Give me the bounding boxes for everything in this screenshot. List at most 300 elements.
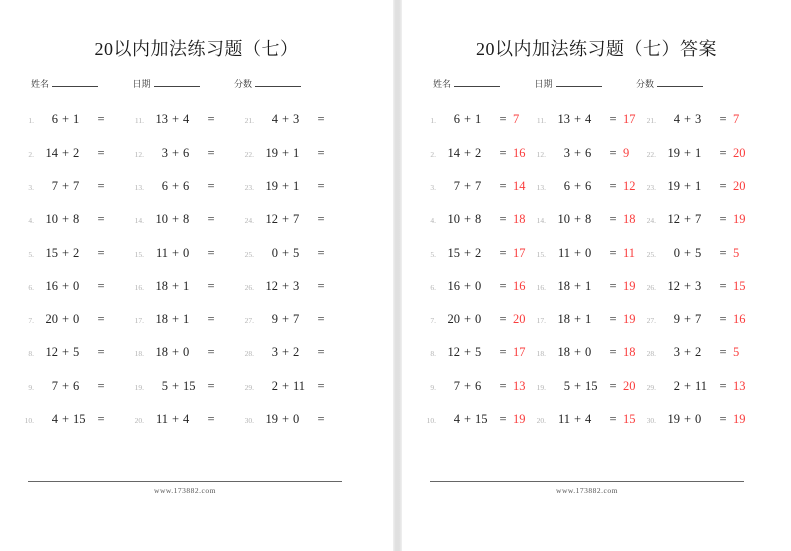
problem-row	[422, 213, 532, 226]
operand-b: 0	[73, 278, 80, 293]
operand-b: 2	[475, 145, 482, 160]
problem-row	[130, 147, 240, 160]
operand-b: 15	[585, 378, 598, 393]
problem-row	[240, 180, 350, 193]
equals-sign: =	[207, 278, 215, 293]
equals-sign: =	[207, 112, 215, 127]
date-label: 日期	[534, 79, 553, 89]
problem-row	[240, 213, 350, 226]
operand-b: 2	[73, 145, 80, 160]
equals-sign: =	[317, 412, 325, 427]
operand-b: 5	[475, 345, 482, 360]
operand-b: 3	[293, 278, 300, 293]
operand-b: 11	[695, 378, 708, 393]
answer-value: 5	[733, 245, 740, 260]
operand-b: 2	[293, 345, 300, 360]
plus-sign: +	[171, 245, 180, 260]
plus-sign: +	[61, 345, 70, 360]
plus-sign: +	[281, 312, 290, 327]
equals-sign: =	[207, 312, 215, 327]
operand-b: 7	[695, 212, 702, 227]
operand-a: 15	[447, 245, 460, 260]
problem-number: 5.	[430, 249, 436, 259]
equals-sign: =	[499, 245, 507, 260]
problem-row	[532, 413, 642, 426]
header-fields	[433, 77, 703, 90]
problem-number: 18.	[536, 349, 546, 359]
equals-sign: =	[97, 112, 105, 127]
plus-sign: +	[61, 412, 70, 427]
problem-number: 11.	[134, 116, 144, 126]
equals-sign: =	[499, 378, 507, 393]
problem-number: 4.	[28, 216, 34, 226]
operand-b: 4	[585, 412, 592, 427]
operand-b: 7	[293, 212, 300, 227]
date-underline	[556, 78, 602, 87]
plus-sign: +	[171, 278, 180, 293]
answer-value: 12	[623, 178, 636, 193]
operand-a: 9	[271, 312, 278, 327]
problem-row	[642, 313, 752, 326]
operand-a: 11	[155, 245, 168, 260]
plus-sign: +	[463, 378, 472, 393]
operand-a: 10	[45, 212, 58, 227]
operand-a: 16	[447, 278, 460, 293]
plus-sign: +	[683, 112, 692, 127]
problem-row	[130, 313, 240, 326]
plus-sign: +	[573, 378, 582, 393]
equals-sign: =	[719, 412, 727, 427]
operand-a: 19	[667, 145, 680, 160]
equals-sign: =	[97, 278, 105, 293]
operand-b: 1	[183, 312, 190, 327]
problem-row	[532, 247, 642, 260]
problem-number: 13.	[536, 182, 546, 192]
date-field	[132, 77, 199, 90]
plus-sign: +	[463, 178, 472, 193]
operand-a: 18	[155, 278, 168, 293]
problem-row	[532, 280, 642, 293]
equals-sign: =	[719, 312, 727, 327]
operand-a: 3	[673, 345, 680, 360]
plus-sign: +	[61, 145, 70, 160]
answer-value: 20	[733, 178, 746, 193]
operand-b: 0	[475, 312, 482, 327]
score-field	[636, 77, 703, 90]
plus-sign: +	[463, 112, 472, 127]
problem-row	[532, 113, 642, 126]
problem-number: 9.	[430, 382, 436, 392]
operand-b: 0	[183, 345, 190, 360]
plus-sign: +	[61, 245, 70, 260]
answer-value: 20	[513, 312, 526, 327]
operand-b: 6	[585, 145, 592, 160]
date-label: 日期	[132, 79, 151, 89]
problem-row	[130, 180, 240, 193]
problem-number: 21.	[244, 116, 254, 126]
operand-a: 4	[271, 112, 278, 127]
date-underline	[154, 78, 200, 87]
plus-sign: +	[463, 212, 472, 227]
operand-a: 19	[265, 178, 278, 193]
answer-value: 5	[733, 345, 740, 360]
answer-value: 7	[513, 112, 520, 127]
equals-sign: =	[499, 278, 507, 293]
operand-b: 3	[293, 112, 300, 127]
operand-a: 11	[557, 412, 570, 427]
problem-number: 23.	[244, 182, 254, 192]
operand-a: 6	[51, 112, 58, 127]
problem-row	[422, 113, 532, 126]
problem-number: 27.	[244, 316, 254, 326]
problem-row	[240, 380, 350, 393]
plus-sign: +	[171, 345, 180, 360]
operand-b: 0	[585, 245, 592, 260]
operand-a: 12	[447, 345, 460, 360]
operand-a: 9	[673, 312, 680, 327]
problem-row	[20, 313, 130, 326]
operand-a: 4	[673, 112, 680, 127]
plus-sign: +	[281, 378, 290, 393]
problem-number: 29.	[646, 382, 656, 392]
operand-b: 0	[695, 412, 702, 427]
problem-row	[130, 413, 240, 426]
answers-grid	[422, 103, 791, 436]
problem-number: 13.	[134, 182, 144, 192]
operand-b: 7	[695, 312, 702, 327]
problem-row	[20, 346, 130, 359]
equals-sign: =	[97, 412, 105, 427]
answer-value: 17	[513, 245, 526, 260]
plus-sign: +	[573, 245, 582, 260]
answer-value: 15	[623, 412, 636, 427]
plus-sign: +	[281, 178, 290, 193]
answer-value: 17	[623, 112, 636, 127]
problem-number: 8.	[430, 349, 436, 359]
date-field	[534, 77, 601, 90]
operand-a: 2	[673, 378, 680, 393]
operand-b: 0	[475, 278, 482, 293]
equals-sign: =	[317, 378, 325, 393]
operand-b: 5	[293, 245, 300, 260]
equals-sign: =	[609, 245, 617, 260]
equals-sign: =	[499, 312, 507, 327]
plus-sign: +	[61, 278, 70, 293]
operand-a: 0	[673, 245, 680, 260]
footer-url: www.173882.com	[154, 486, 216, 495]
equals-sign: =	[719, 145, 727, 160]
plus-sign: +	[573, 145, 582, 160]
operand-b: 5	[695, 245, 702, 260]
plus-sign: +	[171, 412, 180, 427]
problem-row	[130, 280, 240, 293]
equals-sign: =	[719, 378, 727, 393]
problem-row	[20, 113, 130, 126]
operand-b: 1	[73, 112, 80, 127]
problem-row	[532, 147, 642, 160]
page-footer	[28, 481, 342, 495]
problem-number: 26.	[646, 282, 656, 292]
plus-sign: +	[683, 278, 692, 293]
problem-row	[642, 280, 752, 293]
problem-number: 9.	[28, 382, 34, 392]
answer-value: 11	[623, 245, 636, 260]
problem-number: 1.	[430, 116, 436, 126]
problem-row	[532, 380, 642, 393]
equals-sign: =	[97, 345, 105, 360]
equals-sign: =	[719, 345, 727, 360]
plus-sign: +	[171, 112, 180, 127]
problem-number: 3.	[28, 182, 34, 192]
problem-number: 7.	[28, 316, 34, 326]
problem-number: 22.	[244, 149, 254, 159]
equals-sign: =	[609, 278, 617, 293]
operand-b: 0	[585, 345, 592, 360]
problem-row	[240, 280, 350, 293]
equals-sign: =	[317, 145, 325, 160]
problem-row	[130, 213, 240, 226]
problem-row	[422, 147, 532, 160]
operand-a: 13	[155, 112, 168, 127]
operand-b: 1	[585, 312, 592, 327]
problems-grid	[20, 103, 393, 436]
equals-sign: =	[609, 312, 617, 327]
problem-number: 27.	[646, 316, 656, 326]
operand-b: 1	[475, 112, 482, 127]
problem-row	[642, 213, 752, 226]
equals-sign: =	[97, 378, 105, 393]
plus-sign: +	[171, 312, 180, 327]
problem-number: 2.	[430, 149, 436, 159]
operand-a: 10	[447, 212, 460, 227]
answer-value: 18	[513, 212, 526, 227]
problem-row	[240, 346, 350, 359]
problem-number: 28.	[244, 349, 254, 359]
problem-row	[20, 147, 130, 160]
operand-a: 16	[45, 278, 58, 293]
plus-sign: +	[573, 178, 582, 193]
operand-b: 3	[695, 112, 702, 127]
equals-sign: =	[609, 178, 617, 193]
plus-sign: +	[61, 178, 70, 193]
plus-sign: +	[281, 412, 290, 427]
operand-a: 10	[155, 212, 168, 227]
equals-sign: =	[609, 345, 617, 360]
operand-b: 2	[73, 245, 80, 260]
plus-sign: +	[463, 412, 472, 427]
answer-value: 7	[733, 112, 740, 127]
footer-divider	[430, 481, 744, 482]
problem-row	[422, 180, 532, 193]
operand-a: 10	[557, 212, 570, 227]
operand-a: 7	[453, 178, 460, 193]
equals-sign: =	[499, 212, 507, 227]
name-field	[31, 77, 98, 90]
problem-row	[532, 313, 642, 326]
score-underline	[657, 78, 703, 87]
equals-sign: =	[207, 212, 215, 227]
plus-sign: +	[281, 212, 290, 227]
name-label: 姓名	[31, 79, 50, 89]
problem-number: 6.	[28, 282, 34, 292]
problem-number: 30.	[646, 416, 656, 426]
equals-sign: =	[317, 278, 325, 293]
plus-sign: +	[61, 212, 70, 227]
problem-row	[20, 413, 130, 426]
problem-number: 17.	[536, 316, 546, 326]
operand-a: 18	[557, 278, 570, 293]
operand-a: 19	[265, 145, 278, 160]
page-gutter	[393, 0, 402, 551]
plus-sign: +	[61, 312, 70, 327]
equals-sign: =	[317, 312, 325, 327]
operand-a: 20	[447, 312, 460, 327]
operand-a: 5	[563, 378, 570, 393]
answer-page-title: 20以内加法练习题（七）答案	[476, 39, 717, 59]
operand-b: 6	[585, 178, 592, 193]
problem-number: 24.	[244, 216, 254, 226]
plus-sign: +	[171, 145, 180, 160]
equals-sign: =	[207, 378, 215, 393]
problem-number: 11.	[536, 116, 546, 126]
operand-b: 1	[585, 278, 592, 293]
problem-row	[642, 413, 752, 426]
header-fields	[31, 77, 301, 90]
problem-number: 29.	[244, 382, 254, 392]
answer-value: 20	[623, 378, 636, 393]
plus-sign: +	[463, 145, 472, 160]
footer-divider	[28, 481, 342, 482]
equals-sign: =	[499, 112, 507, 127]
problem-number: 8.	[28, 349, 34, 359]
problem-row	[422, 247, 532, 260]
operand-a: 18	[557, 345, 570, 360]
problem-row	[240, 313, 350, 326]
operand-b: 15	[475, 412, 488, 427]
operand-a: 3	[161, 145, 168, 160]
operand-a: 19	[265, 412, 278, 427]
problem-number: 30.	[244, 416, 254, 426]
problem-number: 10.	[24, 416, 34, 426]
plus-sign: +	[463, 278, 472, 293]
operand-a: 2	[271, 378, 278, 393]
operand-a: 3	[271, 345, 278, 360]
problem-number: 18.	[134, 349, 144, 359]
plus-sign: +	[573, 412, 582, 427]
plus-sign: +	[683, 378, 692, 393]
footer-url: www.173882.com	[556, 486, 618, 495]
equals-sign: =	[97, 178, 105, 193]
problem-number: 19.	[536, 382, 546, 392]
answer-value: 15	[733, 278, 746, 293]
equals-sign: =	[207, 245, 215, 260]
answer-value: 19	[733, 412, 746, 427]
operand-b: 7	[73, 178, 80, 193]
equals-sign: =	[499, 412, 507, 427]
problem-number: 12.	[134, 149, 144, 159]
problem-row	[20, 213, 130, 226]
problem-number: 15.	[134, 249, 144, 259]
plus-sign: +	[573, 278, 582, 293]
problem-number: 2.	[28, 149, 34, 159]
equals-sign: =	[609, 212, 617, 227]
problem-number: 1.	[28, 116, 34, 126]
operand-b: 1	[695, 145, 702, 160]
plus-sign: +	[683, 212, 692, 227]
equals-sign: =	[609, 112, 617, 127]
operand-b: 2	[475, 245, 482, 260]
operand-b: 8	[585, 212, 592, 227]
plus-sign: +	[171, 178, 180, 193]
operand-b: 0	[73, 312, 80, 327]
equals-sign: =	[609, 412, 617, 427]
problem-row	[130, 113, 240, 126]
plus-sign: +	[683, 145, 692, 160]
plus-sign: +	[463, 345, 472, 360]
operand-b: 1	[293, 178, 300, 193]
problem-number: 26.	[244, 282, 254, 292]
plus-sign: +	[683, 178, 692, 193]
operand-b: 1	[183, 278, 190, 293]
plus-sign: +	[281, 112, 290, 127]
operand-b: 1	[293, 145, 300, 160]
problem-row	[130, 346, 240, 359]
operand-b: 0	[293, 412, 300, 427]
problem-number: 23.	[646, 182, 656, 192]
plus-sign: +	[281, 245, 290, 260]
operand-b: 15	[183, 378, 196, 393]
answer-value: 19	[623, 312, 636, 327]
problem-row	[422, 413, 532, 426]
problem-row	[130, 247, 240, 260]
equals-sign: =	[499, 345, 507, 360]
operand-a: 19	[667, 412, 680, 427]
problem-number: 15.	[536, 249, 546, 259]
problem-number: 21.	[646, 116, 656, 126]
problem-row	[642, 147, 752, 160]
problem-row	[130, 380, 240, 393]
problem-row	[532, 213, 642, 226]
problem-row	[422, 346, 532, 359]
problem-row	[532, 346, 642, 359]
operand-b: 2	[695, 345, 702, 360]
answer-value: 19	[513, 412, 526, 427]
problem-number: 7.	[430, 316, 436, 326]
plus-sign: +	[683, 312, 692, 327]
equals-sign: =	[97, 212, 105, 227]
operand-a: 0	[271, 245, 278, 260]
equals-sign: =	[207, 345, 215, 360]
operand-a: 20	[45, 312, 58, 327]
operand-b: 6	[73, 378, 80, 393]
equals-sign: =	[719, 245, 727, 260]
operand-b: 7	[475, 178, 482, 193]
problem-number: 19.	[134, 382, 144, 392]
operand-b: 15	[73, 412, 86, 427]
answer-value: 14	[513, 178, 526, 193]
operand-b: 5	[73, 345, 80, 360]
operand-a: 3	[563, 145, 570, 160]
plus-sign: +	[683, 345, 692, 360]
score-label: 分数	[635, 79, 654, 89]
worksheet-title: 20以内加法练习题（七）	[94, 39, 299, 59]
operand-a: 13	[557, 112, 570, 127]
problem-number: 28.	[646, 349, 656, 359]
plus-sign: +	[573, 312, 582, 327]
problem-number: 16.	[536, 282, 546, 292]
operand-b: 4	[183, 112, 190, 127]
operand-a: 5	[161, 378, 168, 393]
